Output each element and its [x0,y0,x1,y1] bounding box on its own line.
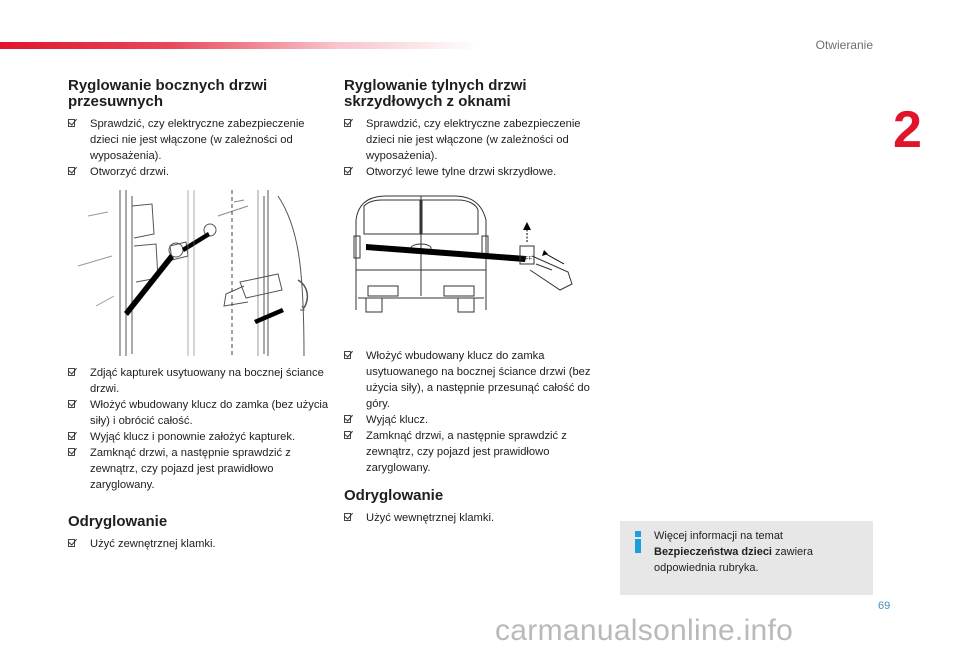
step-text: Sprawdzić, czy elektryczne zabezpieczenie dzieci nie jest włączone (w zależności od wyposażenia). [90,118,305,162]
step-text: Użyć wewnętrznej klamki. [366,512,495,524]
step-item [344,510,606,526]
rear-door-lock-illustration [346,190,586,314]
checkbox-icon [344,431,351,439]
right-section-title: Ryglowanie tylnych drzwi skrzydłowych z oknami [344,77,527,110]
step-text: Zamknąć drzwi, a następnie sprawdzić z zewnątrz, czy pojazd jest prawidłowo zaryglowany. [90,447,291,491]
left-unlock-title: Odryglowanie [68,513,168,530]
step-item [68,116,330,164]
step-text: Zdjąć kapturek usytuowany na bocznej ściance drzwi. [90,367,324,395]
step-item [68,429,330,445]
checkbox-icon [68,119,75,127]
step-text: Wyjąć klucz. [366,414,429,426]
off-label: OFF [521,256,532,262]
checkbox-icon [344,415,351,423]
left-steps-top [68,116,330,180]
step-text: Otworzyć drzwi. [90,166,169,178]
right-unlock-title: Odryglowanie [344,487,444,504]
page-number: 69 [878,600,891,612]
sliding-door-lock-illustration [68,186,326,358]
right-unlock-steps [344,510,606,526]
checkbox-icon [68,448,75,456]
step-text: Wyjąć klucz i ponownie założyć kapturek. [90,431,296,443]
right-steps-top [344,116,606,180]
step-item [344,116,606,164]
step-item [344,428,606,476]
step-text: Zamknąć drzwi, a następnie sprawdzić z zewnątrz, czy pojazd jest prawidłowo zaryglowany. [366,430,567,474]
checkbox-icon [344,167,351,175]
step-text: Użyć zewnętrznej klamki. [90,538,216,550]
checkbox-icon [68,400,75,408]
info-link-child-safety[interactable]: Bezpieczeństwa dzieci [654,546,772,558]
left-section-title: Ryglowanie bocznych drzwi przesuwnych [68,77,268,110]
info-box [620,521,873,595]
checkbox-icon [344,119,351,127]
checkbox-icon [68,167,75,175]
step-text: Sprawdzić, czy elektryczne zabezpieczenie dzieci nie jest włączone (w zależności od wyposażenia). [366,118,581,162]
checkbox-icon [68,432,75,440]
info-icon [632,531,644,553]
info-text [654,528,859,576]
step-text: Włożyć wbudowany klucz do zamka (bez użycia siły) i obrócić całość. [90,399,329,427]
header-accent-bar [0,42,480,49]
info-text-post: zawiera odpowiednia rubryka. [654,546,813,574]
step-item [344,412,606,428]
watermark: carmanualsonline.info [495,614,794,647]
step-item [68,365,330,397]
left-steps-bottom [68,365,330,493]
checkbox-icon [344,513,351,521]
info-text-pre: Więcej informacji na temat [654,530,783,542]
step-item [68,445,330,493]
step-item [344,164,606,180]
step-text: Otworzyć lewe tylne drzwi skrzydłowe. [366,166,557,178]
step-item [344,348,606,412]
checkbox-icon [344,351,351,359]
left-unlock-steps [68,536,330,552]
right-steps-bottom [344,348,606,476]
step-item [68,397,330,429]
step-text: Włożyć wbudowany klucz do zamka usytuowanego na bocznej ściance drzwi (bez użycia siły), a następnie przesunąć całość do góry. [366,350,591,410]
chapter-number: 2 [893,101,922,159]
section-title: Otwieranie [815,38,873,52]
checkbox-icon [68,368,75,376]
step-item [68,536,330,552]
checkbox-icon [68,539,75,547]
step-item [68,164,330,180]
